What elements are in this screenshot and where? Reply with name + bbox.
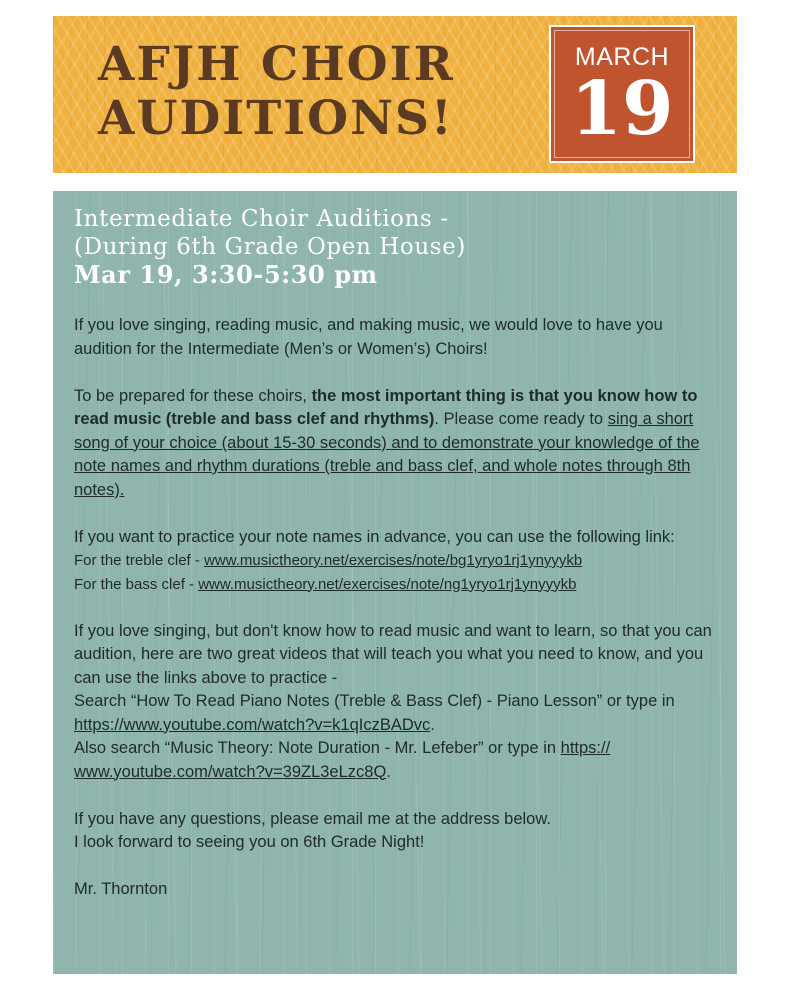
- closing-paragraph: [74, 808, 724, 855]
- heading-line-3: Mar 19, 3:30-5:30 pm: [74, 260, 378, 289]
- bass-line: [74, 573, 724, 597]
- prep-bold: the most important thing is that you know how to read music (treble and bass clef and rhythms): [74, 386, 698, 428]
- bass-label: For the bass clef -: [74, 575, 195, 593]
- date-day: 19: [570, 66, 674, 152]
- intro-paragraph: If you love singing, reading music, and making music, we would love to have you audition for the Intermediate (Men’s or Women’s) Choirs!: [74, 316, 663, 358]
- questions-line: If you have any questions, please email me at the address below.: [74, 809, 551, 828]
- panel-heading: [74, 205, 466, 289]
- prep-paragraph: [74, 385, 724, 503]
- closing-line: I look forward to seeing you on 6th Grade Night!: [74, 833, 425, 851]
- page-title: [98, 38, 568, 146]
- heading-line-1: Intermediate Choir Auditions -: [74, 206, 449, 232]
- prep-mid: . Please come ready to: [434, 410, 604, 428]
- video-link-2[interactable]: https:// www.youtube.com/watch?v=39ZL3eLzc8Q: [74, 739, 611, 781]
- search-1-text: Search “How To Read Piano Notes (Treble & Bass Clef) - Piano Lesson” or type in: [74, 692, 675, 710]
- heading-line-2: (During 6th Grade Open House): [74, 234, 466, 260]
- video-link-1[interactable]: https://www.youtube.com/watch?v=k1qIczBADvc: [74, 715, 431, 734]
- treble-link[interactable]: www.musictheory.net/exercises/note/bg1yryo1rj1ynyyykb: [204, 552, 583, 569]
- content-panel: [53, 191, 737, 974]
- header-banner: [53, 16, 737, 173]
- prep-underline: sing a short song of your choice (about 15-30 seconds) and to demonstrate your knowledge of the note names and rhythm durations (treble and bass clef, and whole notes through 8th notes).: [74, 410, 700, 499]
- body-text: [74, 314, 724, 902]
- learn-intro: If you love singing, but don't know how to read music and want to learn, so that you can audition, here are two great videos that will teach you what you need to know, and you can use the links above to practice -: [74, 621, 712, 687]
- date-month: MARCH: [574, 43, 670, 71]
- signature: Mr. Thornton: [74, 880, 168, 898]
- bass-link[interactable]: www.musictheory.net/exercises/note/ng1yryo1rj1ynyyykb: [198, 575, 577, 593]
- search-2-text: Also search “Music Theory: Note Duration - Mr. Lefeber” or type in: [74, 739, 557, 757]
- title-line-2: AUDITIONS!: [98, 91, 454, 146]
- prep-lead: To be prepared for these choirs,: [74, 386, 307, 405]
- practice-intro: If you want to practice your note names in advance, you can use the following link:: [74, 527, 675, 546]
- treble-label: For the treble clef -: [74, 552, 200, 569]
- title-line-1: AFJH CHOIR: [98, 37, 455, 92]
- treble-line: [74, 549, 724, 573]
- learn-paragraph: If you love singing, but don't know how to read music and want to learn, so that you can audition, here are two great videos that will teach you what you need to know, and you can use the links above to practice - Search “How To Read Piano Notes (Treble & Bass Clef) - Piano Lesson” or type in https://www.youtube.com/watch?v=k1qIczBADvc. Also search “Music Theory: Note Duration - Mr. Lefeber” or type in https:// www.youtube.com/watch?v=39ZL3eLzc8Q.: [74, 621, 712, 781]
- date-badge: [549, 25, 695, 163]
